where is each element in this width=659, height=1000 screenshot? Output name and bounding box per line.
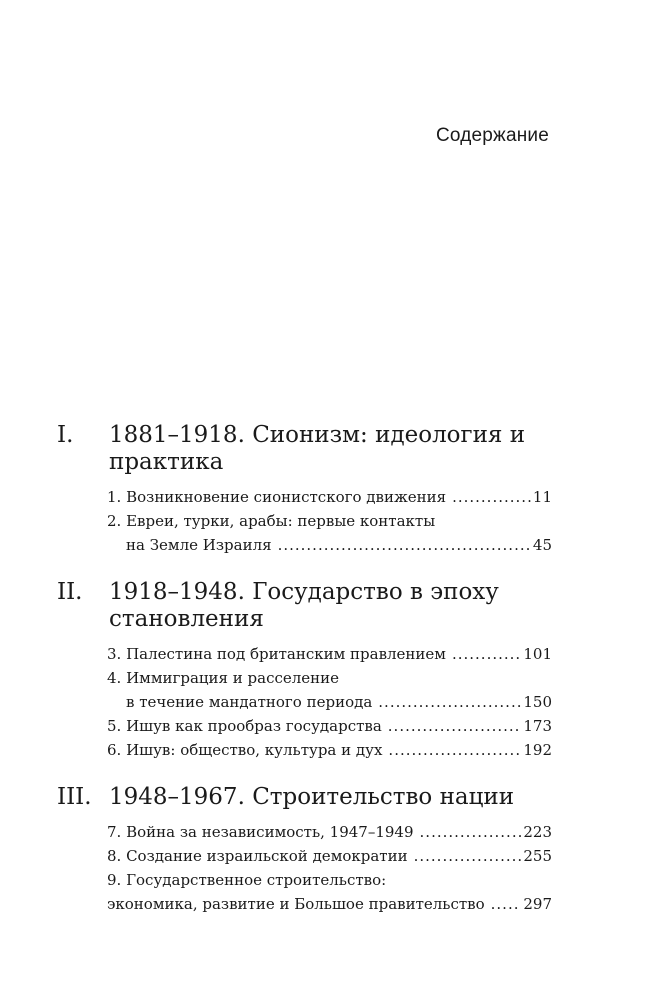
chapter-page-number: 297 [523, 895, 552, 913]
dot-leader [388, 738, 521, 762]
chapter-page-number: 255 [523, 847, 552, 865]
chapter-title: 5. Ишув как прообраз государства [107, 717, 382, 735]
part-heading [57, 784, 552, 811]
part-heading [57, 422, 552, 476]
chapter-entry [107, 509, 552, 557]
chapter-page-number: 45 [532, 536, 552, 554]
chapter-page-number: 192 [523, 741, 552, 759]
dot-leader [378, 690, 521, 714]
page-title: Содержание [435, 124, 549, 146]
chapter-entry [107, 844, 552, 868]
chapter-entry [107, 485, 552, 509]
chapter-page-number: 101 [523, 645, 552, 663]
part-number: I. [57, 422, 74, 448]
chapter-title: 3. Палестина под британским правлением [107, 645, 446, 663]
chapter-page-number: 11 [532, 488, 552, 506]
chapter-title: 8. Создание израильской демократии [107, 847, 408, 865]
chapter-page-number: 173 [523, 717, 552, 735]
dot-leader [278, 533, 531, 557]
dot-leader [420, 820, 522, 844]
chapter-list [107, 485, 552, 557]
chapter-entry [107, 666, 552, 714]
toc-part [57, 784, 552, 916]
chapter-title: 7. Война за независимость, 1947–1949 [107, 823, 414, 841]
dot-leader [414, 844, 522, 868]
part-title: 1918–1948. Государство в эпоху становления [109, 579, 499, 632]
chapter-title-continued: экономика, развитие и Большое правительство [107, 895, 485, 913]
dot-leader [452, 642, 521, 666]
toc-part [57, 579, 552, 762]
part-title: 1948–1967. Строительство нации [109, 784, 515, 810]
toc-part [57, 422, 552, 557]
chapter-title: 6. Ишув: общество, культура и дух [107, 741, 383, 759]
chapter-entry [107, 820, 552, 844]
dot-leader [388, 714, 522, 738]
chapter-title-continued: в течение мандатного периода [126, 693, 373, 711]
chapter-list [107, 642, 552, 762]
dot-leader [452, 485, 531, 509]
dot-leader [491, 892, 522, 916]
chapter-page-number: 150 [523, 693, 552, 711]
chapter-page-number: 223 [523, 823, 552, 841]
toc-parts [57, 422, 552, 938]
chapter-list [107, 820, 552, 916]
chapter-entry [107, 738, 552, 762]
chapter-title: 4. Иммиграция и расселение [107, 669, 340, 687]
chapter-title: 1. Возникновение сионистского движения [107, 488, 447, 506]
part-title: 1881–1918. Сионизм: идеология и практика [109, 422, 526, 475]
chapter-title: 9. Государственное строительство: [107, 871, 387, 889]
chapter-title: 2. Евреи, турки, арабы: первые контакты [107, 512, 436, 530]
part-heading [57, 579, 552, 633]
chapter-entry [107, 642, 552, 666]
chapter-title-continued: на Земле Израиля [126, 536, 272, 554]
part-number: III. [57, 784, 92, 810]
chapter-entry [107, 868, 552, 916]
part-number: II. [57, 579, 83, 605]
chapter-entry [107, 714, 552, 738]
